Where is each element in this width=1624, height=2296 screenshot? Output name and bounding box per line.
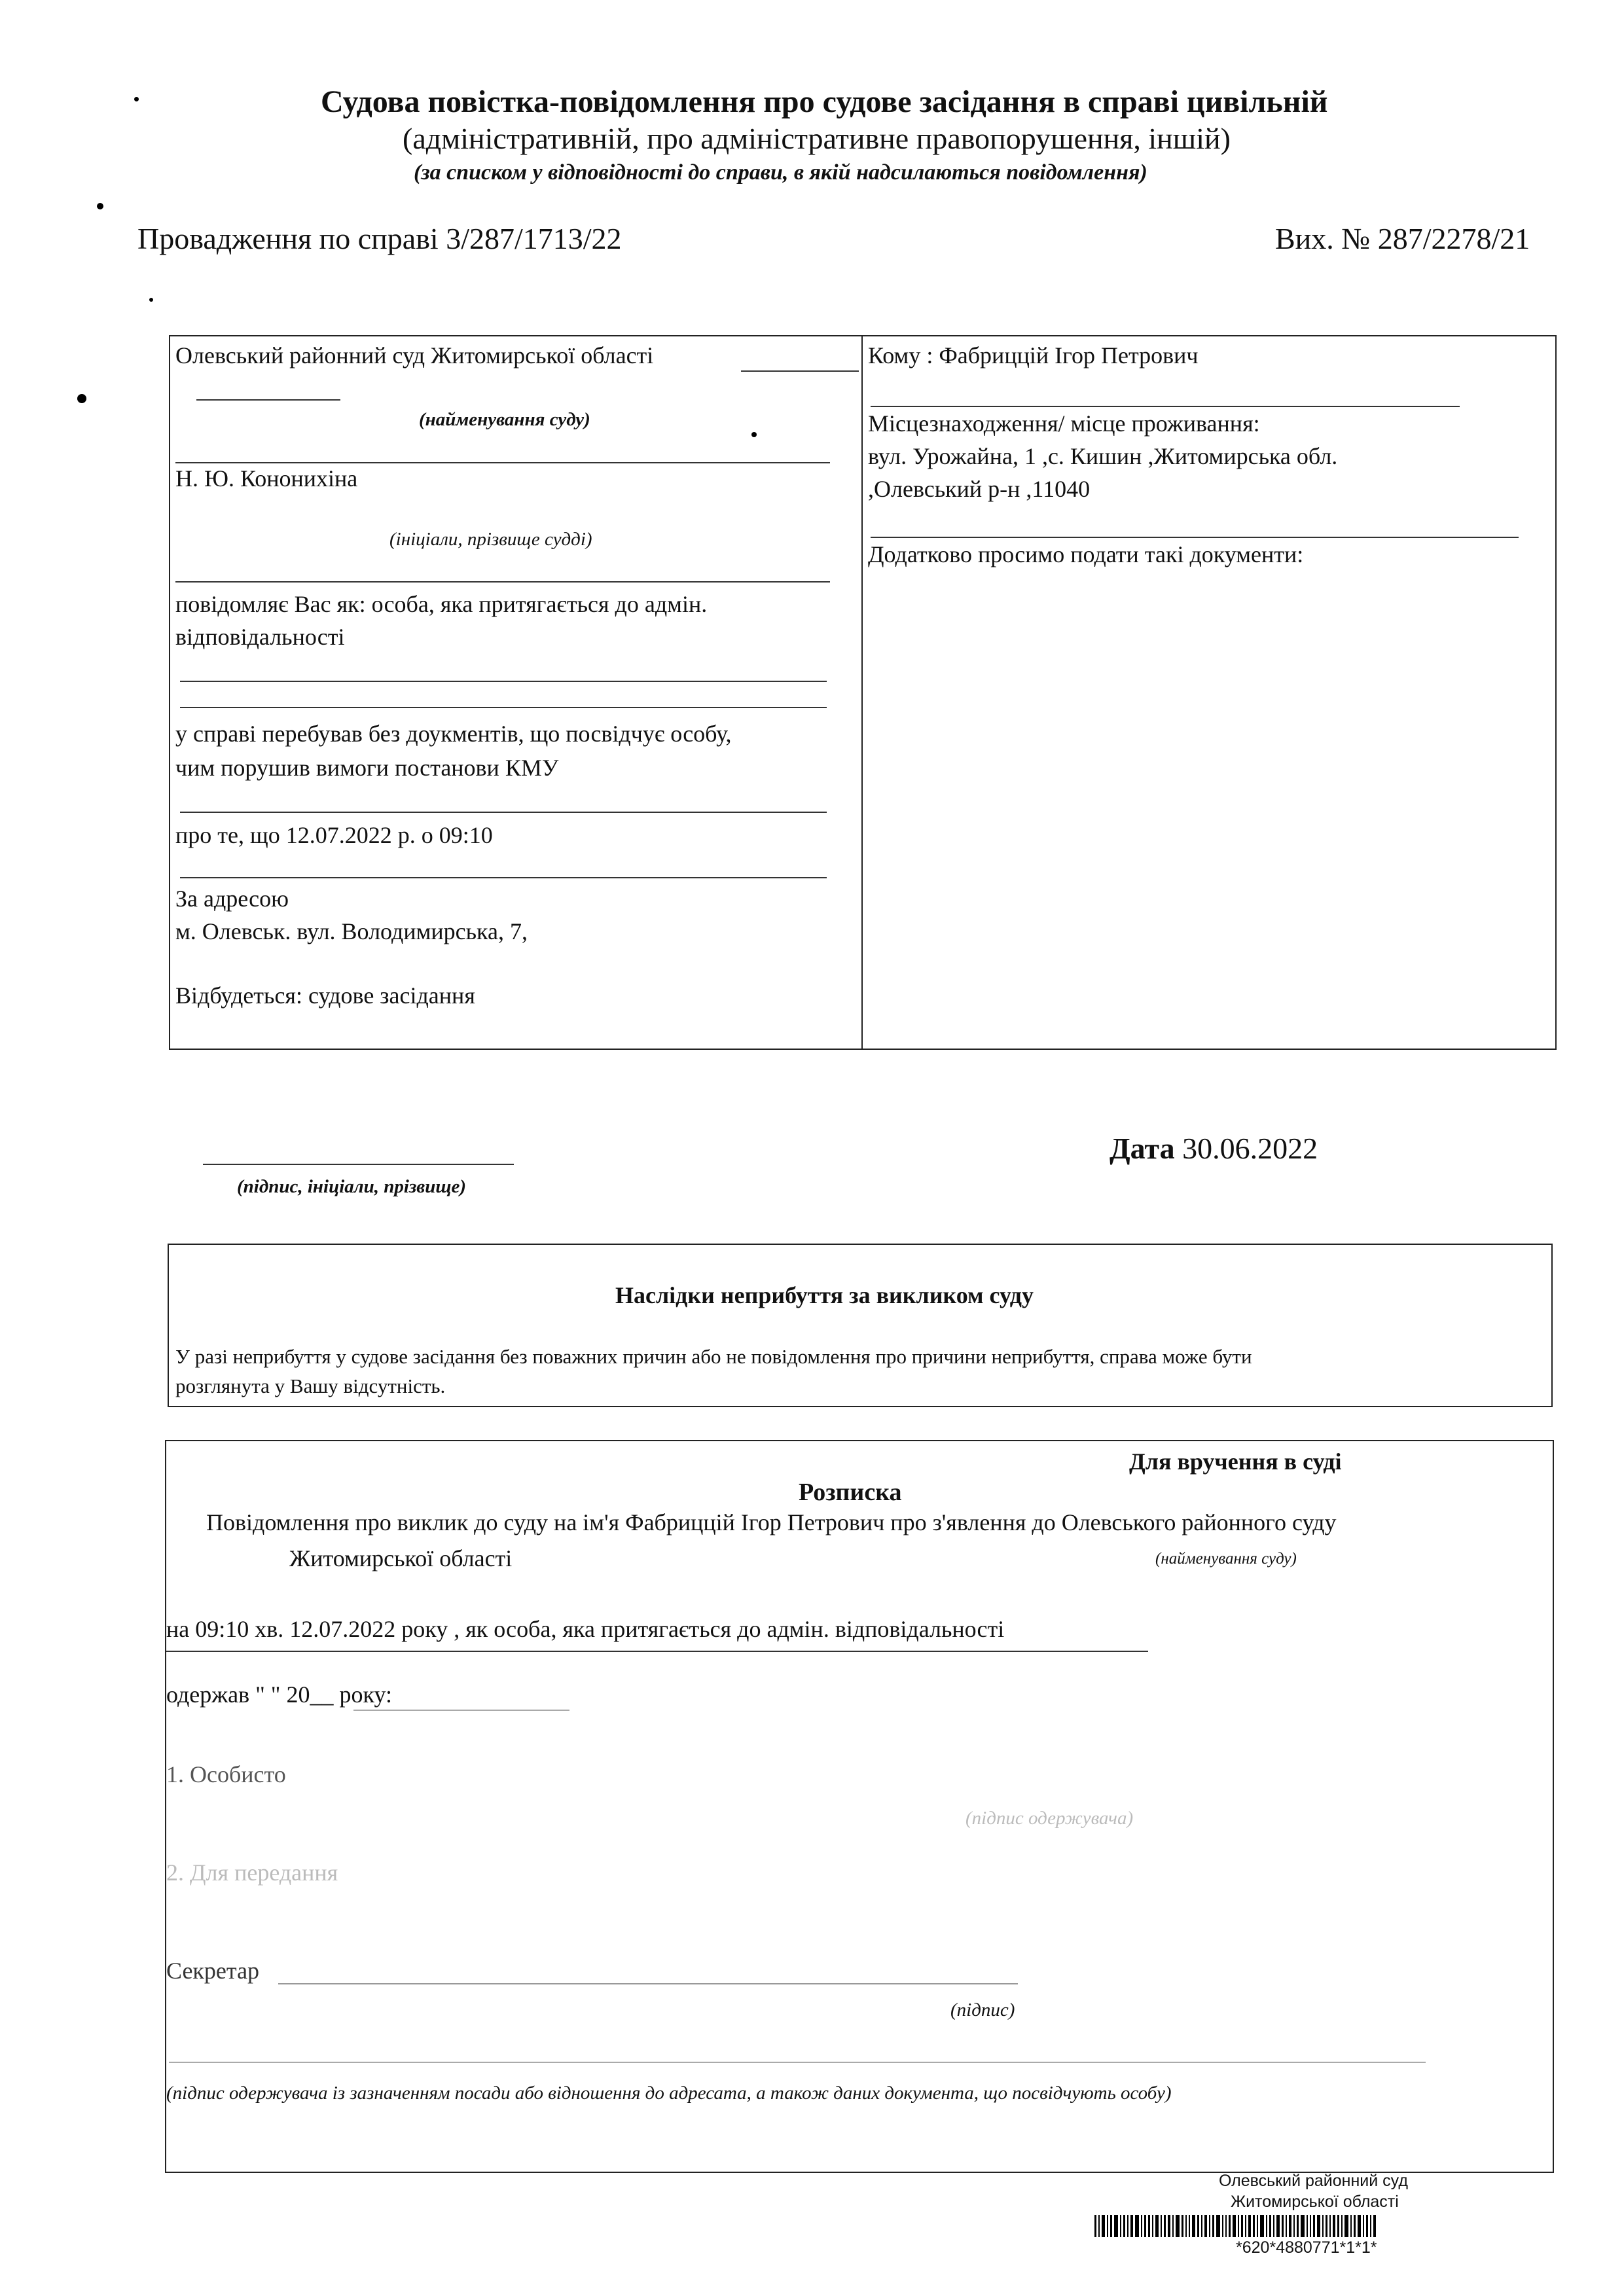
barcode-bar	[1245, 2215, 1246, 2237]
barcode-bar	[1253, 2215, 1255, 2237]
barcode-bar	[1310, 2215, 1311, 2237]
barcode-bar	[1322, 2215, 1324, 2237]
barcode-bar	[1130, 2215, 1133, 2237]
document-note: (за списком у відповідності до справи, в якій надсилаються повідомлення)	[414, 160, 1147, 185]
barcode-bar	[1161, 2215, 1162, 2237]
hearing-datetime: про те, що 12.07.2022 р. о 09:10	[175, 822, 493, 848]
barcode-bar	[1329, 2215, 1331, 2237]
receipt-line-1: Повідомлення про виклик до суду на ім'я Фабриццій Ігор Петрович про з'явлення до Олевського районного суду	[206, 1509, 1337, 1535]
barcode-bar	[1152, 2215, 1153, 2237]
judge-name: Н. Ю. Кононихіна	[175, 465, 358, 492]
barcode-bar	[1189, 2215, 1190, 2237]
scan-speck	[97, 203, 103, 209]
case-desc-line-2: чим порушив вимоги постанови КМУ	[175, 755, 559, 781]
secretary-sign-caption: (підпис)	[950, 2000, 1015, 2020]
receipt-for-court: Для вручення в суді	[1129, 1448, 1342, 1475]
barcode-bar	[1326, 2215, 1327, 2237]
barcode-bar	[1144, 2215, 1146, 2237]
receipt-court-caption: (найменування суду)	[1155, 1550, 1297, 1568]
case-desc-line-1: у справі перебував без доукментів, що посвідчує особу,	[175, 721, 732, 747]
barcode-bar	[1182, 2215, 1183, 2237]
barcode-bar	[1172, 2215, 1174, 2237]
barcode-bar	[1289, 2215, 1291, 2237]
case-number: 3/287/1713/22	[446, 222, 622, 255]
barcode-bar	[1297, 2215, 1299, 2237]
date-value: 30.06.2022	[1182, 1132, 1318, 1165]
court-underline	[741, 370, 859, 372]
barcode-bar	[1197, 2215, 1199, 2237]
recipient-sign-caption: (підпис одержувача)	[965, 1808, 1134, 1829]
barcode	[1094, 2215, 1378, 2237]
barcode-bar	[1238, 2215, 1239, 2237]
barcode-bar	[1201, 2215, 1202, 2237]
notify-line-1: повідомляє Вас як: особа, яка притягається до адмін.	[175, 591, 708, 617]
outgoing-number	[1275, 221, 1530, 256]
case-label: Провадження по справі	[137, 222, 439, 255]
receipt-line-3-underline	[166, 1651, 1148, 1652]
address-label: За адресою	[175, 886, 289, 912]
date-label: Дата	[1110, 1132, 1175, 1165]
barcode-bar	[1141, 2215, 1142, 2237]
barcode-bar	[1233, 2215, 1236, 2237]
hearing-line	[180, 877, 827, 878]
received-line: одержав " " 20__ року:	[166, 1681, 393, 1708]
out-label: Вих. №	[1275, 222, 1371, 255]
barcode-bar	[1155, 2215, 1159, 2237]
barcode-bar	[1225, 2215, 1227, 2237]
barcode-bar	[1098, 2215, 1100, 2237]
barcode-bar	[1307, 2215, 1308, 2237]
court-underline-2	[196, 399, 340, 401]
out-number: 287/2278/21	[1377, 222, 1530, 255]
signature-line	[203, 1164, 514, 1165]
barcode-bar	[1373, 2215, 1376, 2237]
barcode-bar	[1222, 2215, 1223, 2237]
barcode-bar	[1282, 2215, 1284, 2237]
barcode-bar	[1257, 2215, 1258, 2237]
personally-option: 1. Особисто	[166, 1761, 286, 1787]
barcode-bar	[1358, 2215, 1361, 2237]
barcode-bar	[1276, 2215, 1280, 2237]
barcode-bar	[1212, 2215, 1214, 2237]
barcode-bar	[1192, 2215, 1195, 2237]
judge-line	[175, 581, 830, 583]
barcode-bar	[1107, 2215, 1108, 2237]
barcode-bar	[1176, 2215, 1180, 2237]
court-caption: (найменування суду)	[419, 409, 590, 430]
barcode-bar	[1366, 2215, 1368, 2237]
address-line	[871, 537, 1519, 538]
barcode-bar	[1260, 2215, 1264, 2237]
barcode-bar	[1216, 2215, 1220, 2237]
barcode-bar	[1120, 2215, 1121, 2237]
barcode-bar	[1209, 2215, 1210, 2237]
document-subtitle: (адміністративній, про адміністративне правопорушення, іншій)	[403, 122, 1231, 155]
barcode-bar	[1248, 2215, 1251, 2237]
hearing-address: м. Олевськ. вул. Володимирська, 7,	[175, 918, 528, 944]
barcode-bar	[1370, 2215, 1371, 2237]
barcode-bar	[1317, 2215, 1320, 2237]
barcode-bar	[1204, 2215, 1207, 2237]
hearing-event: Відбудеться: судове засідання	[175, 982, 475, 1009]
recipient-note: (підпис одержувача із зазначенням посади або відношення до адресата, а також даних документа, що посвідчують особу)	[166, 2083, 1172, 2104]
barcode-bar	[1114, 2215, 1118, 2237]
court-caption-line	[175, 462, 830, 463]
consequences-text-2: розглянута у Вашу відсутність.	[175, 1374, 446, 1397]
additional-documents: Додатково просимо подати такі документи:	[868, 541, 1304, 567]
barcode-bar	[1341, 2215, 1343, 2237]
location-label: Місцезнаходження/ місце проживання:	[868, 410, 1260, 437]
barcode-bar	[1102, 2215, 1105, 2237]
notify-line-b	[180, 707, 827, 708]
barcode-bar	[1110, 2215, 1112, 2237]
barcode-bar	[1269, 2215, 1271, 2237]
barcode-bar	[1164, 2215, 1166, 2237]
barcode-bar	[1229, 2215, 1231, 2237]
case-line	[137, 221, 622, 256]
secretary-line	[278, 1983, 1018, 1984]
barcode-bar	[1286, 2215, 1287, 2237]
barcode-bar	[1135, 2215, 1139, 2237]
receipt-title: Розписка	[799, 1479, 902, 1506]
barcode-bar	[1350, 2215, 1352, 2237]
court-name: Олевський районний суд Житомирської області	[175, 342, 654, 368]
document-title: Судова повістка-повідомлення про судове засідання в справі цивільній	[321, 84, 1328, 119]
receipt-line-2: Житомирської області	[289, 1545, 513, 1571]
notify-line	[180, 681, 827, 682]
barcode-bar	[1185, 2215, 1187, 2237]
barcode-bar	[1241, 2215, 1243, 2237]
recipient-name: Кому : Фабриццій Ігор Петрович	[868, 342, 1199, 368]
received-date-line	[353, 1710, 569, 1711]
barcode-bar	[1363, 2215, 1364, 2237]
barcode-bar	[1337, 2215, 1339, 2237]
document-date	[1110, 1131, 1318, 1166]
case-desc-line	[180, 812, 827, 813]
barcode-bar	[1333, 2215, 1335, 2237]
consequences-title: Наслідки неприбуття за викликом суду	[615, 1282, 1034, 1308]
receipt-line-3: на 09:10 хв. 12.07.2022 року , як особа, яка притягається до адмін. відповідальності	[166, 1616, 1005, 1642]
barcode-bar	[1123, 2215, 1125, 2237]
consequences-text-1: У разі неприбуття у судове засідання без поважних причин або не повідомлення про причини неприбуття, справа може бути	[175, 1345, 1252, 1368]
barcode-bar	[1354, 2215, 1356, 2237]
barcode-bar	[1266, 2215, 1267, 2237]
table-divider	[861, 335, 863, 1050]
scan-speck	[149, 298, 153, 302]
barcode-bar	[1127, 2215, 1128, 2237]
barcode-bar	[1273, 2215, 1274, 2237]
scan-speck	[77, 394, 86, 403]
barcode-bar	[1313, 2215, 1315, 2237]
barcode-bar	[1094, 2215, 1096, 2237]
barcode-bar	[1148, 2215, 1150, 2237]
secretary-label: Секретар	[166, 1958, 260, 1984]
barcode-bar	[1168, 2215, 1170, 2237]
recipient-address-1: вул. Урожайна, 1 ,с. Кишин ,Житомирська обл.	[868, 443, 1338, 469]
judge-caption: (ініціали, прізвище судді)	[389, 529, 592, 550]
barcode-bar	[1301, 2215, 1305, 2237]
recipient-note-line	[169, 2062, 1426, 2063]
stamp-court-line-2: Житомирської області	[1231, 2193, 1399, 2211]
signature-caption: (підпис, ініціали, прізвище)	[237, 1176, 467, 1197]
barcode-bar	[1344, 2215, 1348, 2237]
transfer-option: 2. Для передання	[166, 1859, 338, 1886]
notify-line-2: відповідальності	[175, 624, 345, 650]
recipient-line	[871, 406, 1460, 407]
scan-speck	[134, 97, 139, 101]
recipient-address-2: ,Олевський р-н ,11040	[868, 476, 1091, 502]
barcode-bar	[1293, 2215, 1295, 2237]
barcode-text: *620*4880771*1*1*	[1236, 2238, 1377, 2257]
stamp-court-line-1: Олевський районний суд	[1219, 2172, 1408, 2190]
